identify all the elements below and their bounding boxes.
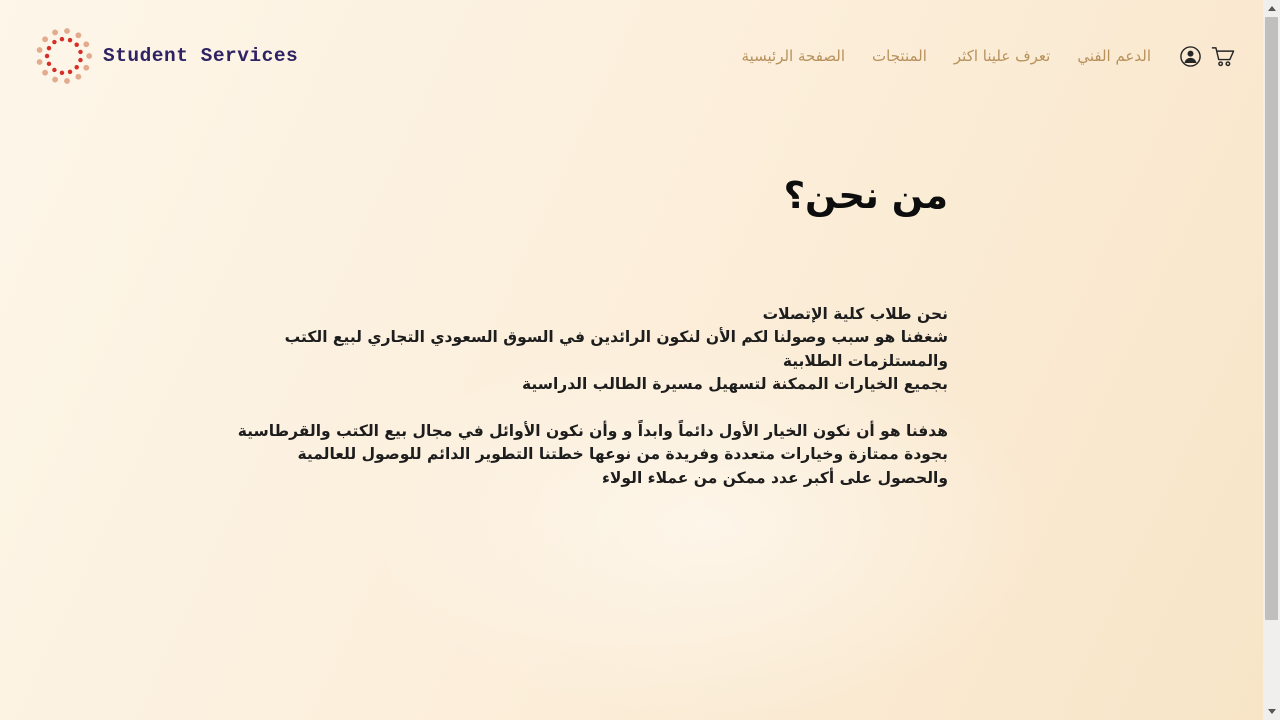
nav-item-support[interactable]: الدعم الفني xyxy=(1077,47,1151,65)
header-icon-group xyxy=(1179,45,1236,68)
brand-logo[interactable] xyxy=(33,25,298,87)
scrollbar-down-arrow[interactable] xyxy=(1263,703,1280,720)
user-account-icon xyxy=(1179,45,1202,68)
about-paragraph-2 xyxy=(237,420,948,491)
about-line: بجودة ممتازة وخيارات متعددة وفريدة من نوعها خطتنا التطوير الدائم للوصول للعالمية xyxy=(297,445,948,464)
about-line: هدفنا هو أن نكون الخيار الأول دائماً وابداً و وأن نكون الأوائل في مجال بيع الكتب والقرطاسية xyxy=(237,421,948,440)
about-line: بجميع الخيارات الممكنة لتسهيل مسيرة الطالب الدراسية xyxy=(522,375,948,394)
about-paragraph-1 xyxy=(284,303,948,397)
dotted-circle-logo-icon xyxy=(33,25,95,87)
nav-item-products[interactable]: المنتجات xyxy=(872,47,927,65)
scrollbar[interactable] xyxy=(1263,0,1280,720)
about-line: والمستلزمات الطلابية xyxy=(782,351,948,370)
scrollbar-up-arrow[interactable] xyxy=(1263,0,1280,17)
about-section xyxy=(237,174,948,490)
shopping-cart-icon xyxy=(1211,45,1236,68)
page-title: من نحن؟ xyxy=(783,174,948,217)
scrollbar-thumb[interactable] xyxy=(1265,17,1278,620)
about-line: والحصول على أكبر عدد ممكن من عملاء الولاء xyxy=(601,468,948,487)
about-line: شغفنا هو سبب وصولنا لكم الأن لنكون الرائدين في السوق السعودي التجاري لبيع الكتب xyxy=(284,328,948,347)
about-line: نحن طلاب كلية الإتصلات xyxy=(762,304,948,323)
site-header xyxy=(0,0,1263,112)
nav-item-about[interactable]: تعرف علينا اكثر xyxy=(953,47,1051,65)
brand-name: Student Services xyxy=(103,45,299,67)
down-triangle-icon xyxy=(1268,709,1276,714)
main-nav xyxy=(742,45,1236,68)
up-triangle-icon xyxy=(1268,6,1276,11)
account-button[interactable] xyxy=(1179,45,1202,68)
nav-item-home[interactable]: الصفحة الرئيسية xyxy=(741,47,846,65)
cart-button[interactable] xyxy=(1211,45,1236,68)
